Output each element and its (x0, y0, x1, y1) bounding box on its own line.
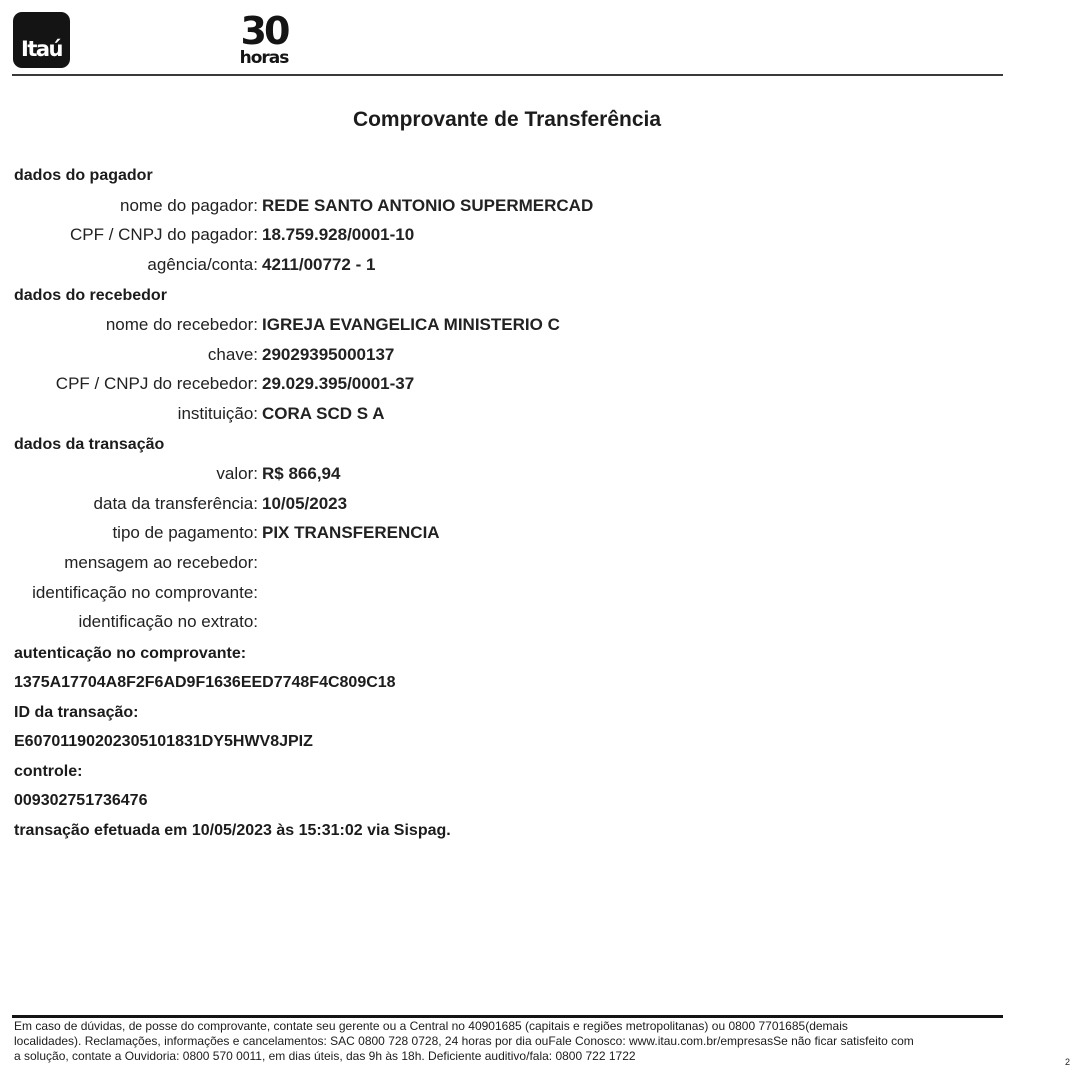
field-value: IGREJA EVANGELICA MINISTERIO C (262, 315, 560, 334)
footer-line: localidades). Reclamações, informações e cancelamentos: SAC 0800 728 0728, 24 horas por dia ouFale Conosco: www.itau.com.br/empresasSe não ficar satisfeito com (14, 1034, 914, 1048)
field-label: valor: (216, 464, 258, 483)
autenticacao-label: autenticação no comprovante: (14, 645, 247, 662)
field-value: R$ 866,94 (262, 464, 341, 483)
field-label: CPF / CNPJ do recebedor: (55, 374, 258, 393)
page-number: 2 (1064, 1057, 1070, 1067)
controle-label: controle: (14, 763, 83, 780)
field-label: chave: (207, 345, 258, 364)
footer-line: a solução, contate a Ouvidoria: 0800 570 0011, em dias úteis, das 9h às 18h. Deficiente auditivo/fala: 0800 722 1722 (14, 1049, 636, 1063)
footer-line: Em caso de dúvidas, de posse do comprovante, contate seu gerente ou a Central no 40901685 (capitais e regiões metropolitanas) ou 0800 7701685(demais (14, 1019, 848, 1033)
section-transacao: dados da transação (14, 436, 165, 453)
30-horas-number: 30 (240, 9, 288, 53)
field-value: 29029395000137 (262, 345, 395, 364)
itau-logo (13, 12, 70, 68)
field-label: CPF / CNPJ do pagador: (69, 225, 258, 244)
field-label: data da transferência: (93, 494, 258, 513)
field-value: 29.029.395/0001-37 (262, 374, 415, 393)
field-value: 4211/00772 - 1 (262, 255, 376, 274)
footer-divider (12, 1015, 1003, 1018)
section-recebedor: dados do recebedor (14, 287, 167, 304)
transacao-efetuada: transação efetuada em 10/05/2023 às 15:31:02 via Sispag. (14, 822, 451, 839)
field-label: identificação no extrato: (78, 612, 258, 631)
field-label: nome do pagador: (120, 196, 258, 215)
autenticacao-value: 1375A17704A8F2F6AD9F1636EED7748F4C809C18 (14, 674, 396, 691)
field-label: mensagem ao recebedor: (64, 553, 258, 572)
field-value: CORA SCD S A (262, 404, 385, 423)
footer-notice (14, 1019, 1004, 1064)
id-transacao-value: E60701190202305101831DY5HWV8JPIZ (14, 733, 313, 750)
field-label: identificação no comprovante: (32, 583, 258, 602)
id-transacao-label: ID da transação: (14, 704, 139, 721)
field-value: 10/05/2023 (262, 494, 348, 513)
itau-logo-text: Itaú (21, 37, 62, 61)
field-label: tipo de pagamento: (112, 523, 258, 542)
header-divider (12, 74, 1003, 76)
controle-value: 009302751736476 (14, 792, 148, 809)
page-title: Comprovante de Transferência (352, 108, 662, 131)
30-horas-logo (234, 9, 294, 70)
field-label: nome do recebedor: (105, 315, 258, 334)
30-horas-text: horas (239, 48, 289, 68)
section-pagador: dados do pagador (14, 167, 153, 184)
field-label: instituição: (177, 404, 258, 423)
field-label: agência/conta: (147, 255, 258, 274)
field-value: REDE SANTO ANTONIO SUPERMERCAD (262, 196, 594, 215)
field-value: 18.759.928/0001-10 (262, 225, 415, 244)
field-value: PIX TRANSFERENCIA (262, 523, 440, 542)
